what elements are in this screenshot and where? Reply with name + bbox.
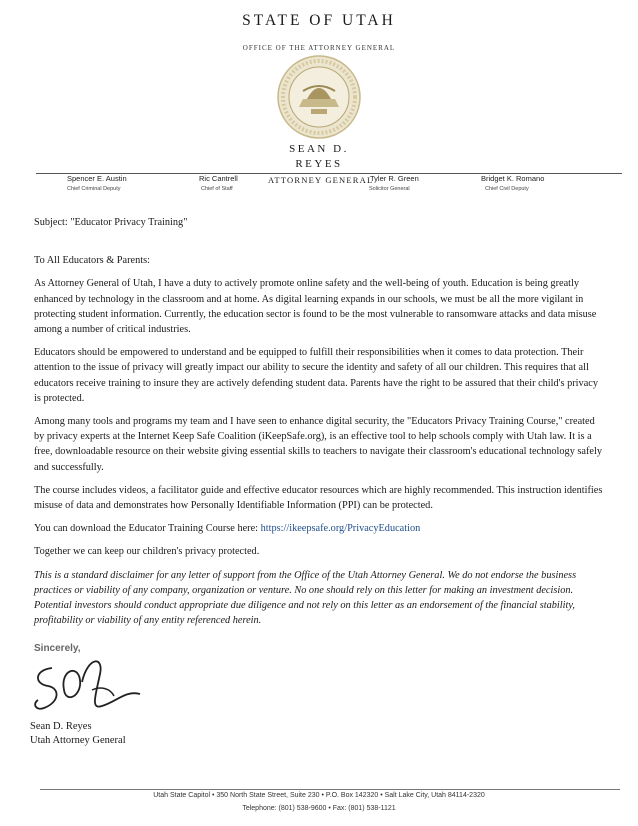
footer-phone: Telephone: (801) 538-9600 • Fax: (801) 538-1121 <box>242 805 396 812</box>
staff-name: Bridget K. Romano <box>481 174 545 183</box>
letter-body <box>34 215 606 628</box>
letter-paragraph: The course includes videos, a facilitator guide and effective educator resources which are highly recommended. This instruction identifies misuse of data and demonstrates how Personally Identifiable Information (PPI) can be protected. <box>34 484 603 512</box>
state-title: STATE OF UTAH <box>242 12 396 29</box>
staff-role: Chief of Staff <box>201 186 233 192</box>
signer-title: Utah Attorney General <box>30 735 126 746</box>
footer-divider <box>40 789 620 790</box>
download-line <box>34 521 606 536</box>
ag-name-first: SEAN D. <box>289 143 349 155</box>
letter-paragraph: Among many tools and programs my team and I have seen to enhance digital security, the "Educators Privacy Training Course," created by privacy experts at the Internet Keep Safe Coalition (iKeepSafe.org), is an effective tool to help schools comply with Utah law. It is a free, downloadable resource on their website giving essential skills to teachers to navigate their classroom's educational technology safely and successfully. <box>34 416 603 473</box>
staff-name: Ric Cantrell <box>199 174 238 183</box>
staff-name: Tyler R. Green <box>370 174 419 183</box>
download-text: You can download the Educator Training Course here: <box>34 523 261 535</box>
staff-name: Spencer E. Austin <box>67 174 127 183</box>
disclaimer-text: This is a standard disclaimer for any letter of support from the Office of the Utah Attorney General. We do not endorse the business practices or viability of any company, organization or venture. No one should rely on this letter for making an investment decision. Potential investors should conduct appropriate due diligence and not rely on this letter as an endorsement of the financial stability, profitability or viability of any entity referenced herein. <box>34 569 577 627</box>
letter-greeting: To All Educators & Parents: <box>34 255 150 267</box>
footer-address: Utah State Capitol • 350 North State Street, Suite 230 • P.O. Box 142320 • Salt Lake City, Utah 84114-2320 <box>153 792 485 799</box>
download-link[interactable]: https://ikeepsafe.org/PrivacyEducation <box>260 523 421 535</box>
staff-role: Solicitor General <box>369 186 410 192</box>
closing-statement: Together we can keep our children's privacy protected. <box>34 546 260 558</box>
signature-icon <box>30 650 150 720</box>
staff-role: Chief Civil Deputy <box>485 186 529 192</box>
office-subtitle: OFFICE OF THE ATTORNEY GENERAL <box>242 44 396 52</box>
letter-paragraph: Educators should be empowered to understand and be equipped to fulfill their responsibilities when it comes to data protection. Their attention to the issue of privacy will greatly impact our ability to secure the identity and safety of all our children. This requires that all educators receive training to insure they are actively defending student data. Parents have the right to be assured that their child's privacy is protected. <box>34 347 598 404</box>
staff-role: Chief Criminal Deputy <box>67 186 121 192</box>
ag-title: ATTORNEY GENERAL <box>268 175 374 185</box>
letter-subject: Subject: "Educator Privacy Training" <box>34 217 188 228</box>
signer-name: Sean D. Reyes <box>30 721 92 732</box>
closing-salutation: Sincerely, <box>34 643 81 654</box>
letter-paragraph: As Attorney General of Utah, I have a duty to actively promote online safety and the well-being of youth. Education is being greatly enhanced by technology in the classroom and at home. As digital learning expands in our schools, we must be all the more vigilant in protecting student information. Currently, the education sector is found to be the most vulnerable to ransomware attacks and data misuse among a number of critical industries. <box>34 278 597 336</box>
ag-name-last: REYES <box>295 158 343 170</box>
state-seal-icon <box>277 55 361 139</box>
